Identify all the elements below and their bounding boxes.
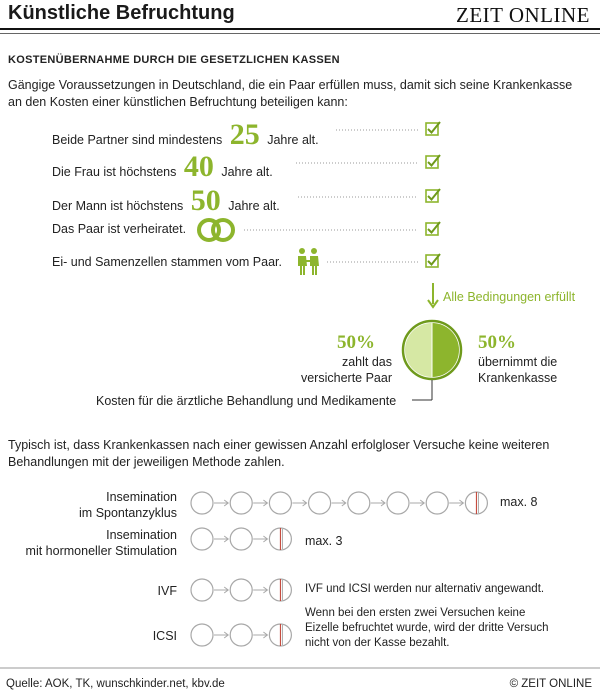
page-title: Künstliche Befruchtung <box>8 2 235 24</box>
checkbox-icon <box>426 189 440 202</box>
attempt-circle <box>230 528 252 550</box>
condition-text: Beide Partner sind mindestens <box>52 133 223 147</box>
all-conditions-met-label: Alle Bedingungen erfüllt <box>443 290 576 304</box>
note-line: nicht von der Kasse bezahlt. <box>305 637 450 649</box>
condition-number: 50 <box>190 184 221 217</box>
section-title: KOSTENÜBERNAHME DURCH DIE GESETZLICHEN KASSEN <box>8 54 340 66</box>
condition-text: Das Paar ist verheiratet. <box>52 222 187 236</box>
patient-share-percent: 50% <box>337 332 375 353</box>
attempt-circle <box>191 624 213 646</box>
condition-text: Der Mann ist höchstens <box>52 199 184 213</box>
insurer-share-label <box>478 354 557 386</box>
attempt-circle <box>191 528 213 550</box>
arrow-down-icon <box>428 283 438 307</box>
method-note-icsi <box>305 606 549 651</box>
label-line: zahlt das <box>341 355 392 369</box>
attempts-intro: Typisch ist, dass Krankenkassen nach einer gewissen Anzahl erfolgloser Versuche keine weiteren Behandlungen mit der jeweiligen Methode zahlen. <box>8 438 550 469</box>
couple-icon <box>298 248 319 275</box>
patient-share-label <box>300 354 392 386</box>
attempt-circle <box>191 492 213 514</box>
label-line: im Spontanzyklus <box>79 506 177 520</box>
method-note: max. 3 <box>305 534 343 548</box>
label-line: Krankenkasse <box>478 371 558 385</box>
checkbox-icon <box>426 222 440 235</box>
condition-suffix: Jahre alt. <box>228 199 280 213</box>
label-line: Insemination <box>106 528 177 542</box>
note-line: Wenn bei den ersten zwei Versuchen keine <box>305 607 526 619</box>
condition-number: 25 <box>229 118 260 151</box>
attempt-circle <box>309 492 331 514</box>
attempt-circle <box>387 492 409 514</box>
attempt-circle <box>348 492 370 514</box>
condition-suffix: Jahre alt. <box>267 133 319 147</box>
label-line: Insemination <box>106 490 177 504</box>
attempt-circle <box>269 492 291 514</box>
method-note: IVF und ICSI werden nur alternativ angewandt. <box>305 583 545 595</box>
method-label-insemination-spontaneous <box>20 489 177 521</box>
condition-text: Ei- und Samenzellen stammen vom Paar. <box>52 255 282 269</box>
method-note: max. 8 <box>500 495 538 509</box>
checkbox-icon <box>426 254 440 267</box>
insurer-share-percent: 50% <box>478 332 516 353</box>
condition-number: 40 <box>183 150 214 183</box>
attempt-circle <box>191 579 213 601</box>
source-footer: Quelle: AOK, TK, wunschkinder.net, kbv.de <box>6 678 225 690</box>
label-line: versicherte Paar <box>300 371 392 385</box>
label-line: mit hormoneller Stimulation <box>25 544 177 558</box>
cost-split-circle <box>403 321 461 379</box>
note-line: Eizelle befruchtet wurde, wird der dritte Versuch <box>305 622 549 634</box>
method-label-ivf: IVF <box>157 584 177 598</box>
method-label-insemination-hormonal <box>20 527 177 559</box>
label-line: übernimmt die <box>478 355 558 369</box>
checkbox-icon <box>426 122 440 135</box>
intro-text: Gängige Voraussetzungen in Deutschland, die ein Paar erfüllen muss, damit sich seine Krankenkasse an den Kosten einer künstlichen Befruchtung beteiligen kann: <box>8 78 573 109</box>
copyright-footer: © ZEIT ONLINE <box>509 678 592 690</box>
condition-text: Die Frau ist höchstens <box>52 165 177 179</box>
attempt-circle <box>230 579 252 601</box>
cost-label: Kosten für die ärztliche Behandlung und Medikamente <box>96 394 397 408</box>
method-label-icsi: ICSI <box>152 629 177 643</box>
condition-suffix: Jahre alt. <box>221 165 273 179</box>
attempt-circle <box>230 624 252 646</box>
checkbox-icon <box>426 155 440 168</box>
logo-text: ZEIT ONLINE <box>456 3 590 27</box>
attempt-circle <box>426 492 448 514</box>
wedding-rings-icon <box>199 220 233 240</box>
attempt-circle <box>230 492 252 514</box>
